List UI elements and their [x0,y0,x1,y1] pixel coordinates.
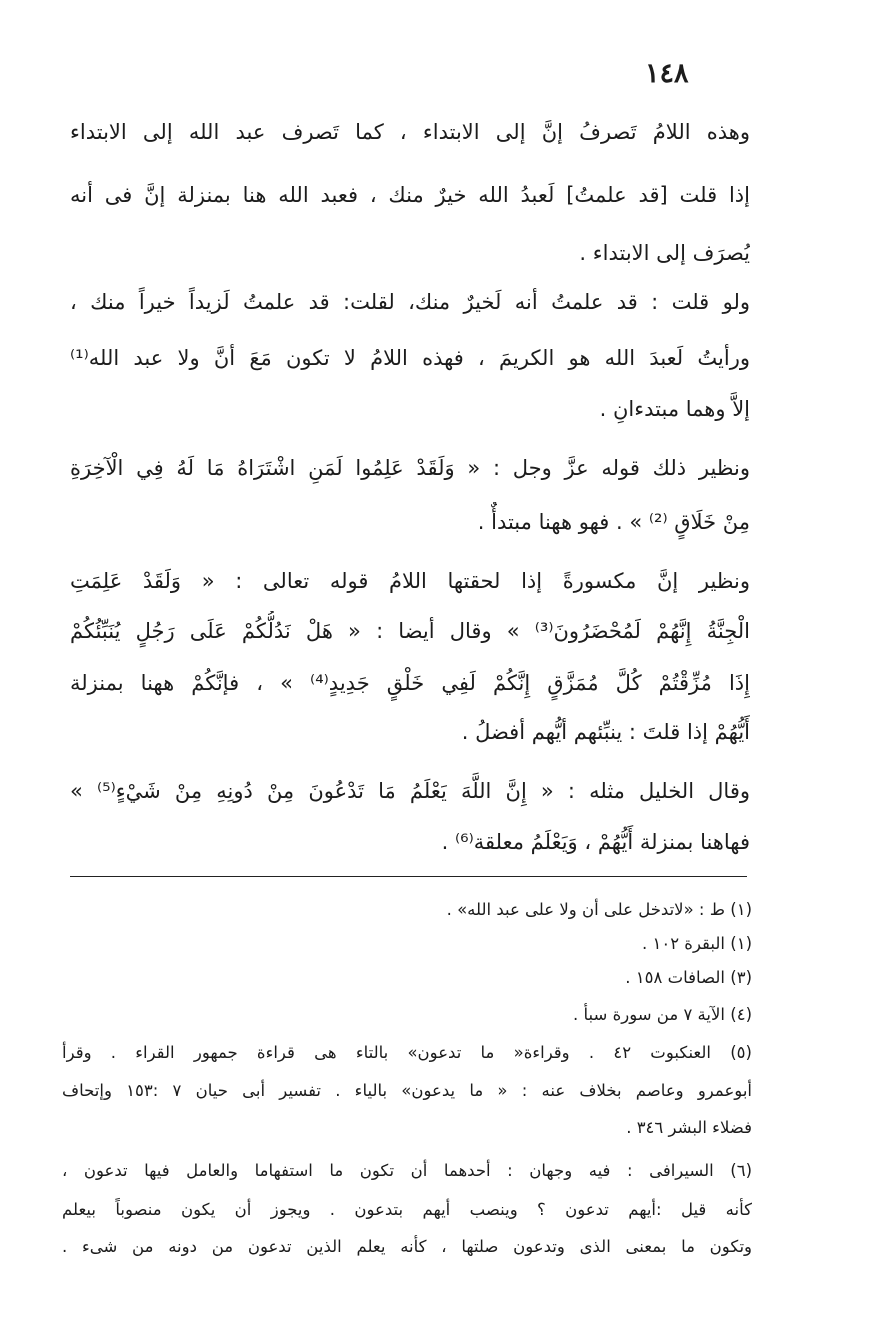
body-line: يُصرَف إلى الابتداء . [579,241,750,265]
footnote-line: (١) البقرة ١٠٢ . [641,934,752,953]
footnote-line: (٥) العنكبوت ٤٢ . وقراءة« ما تدعون» بالتاء هى قراءة جمهور القراء . وقرأ [62,1043,752,1062]
page-number: ١٤٨ [645,58,689,89]
body-line: إذا قلت [قد علمتُ] لَعبدُ الله خيرٌ منك ، فعبد الله هنا بمنزلة إنَّ فى أنه [70,183,750,207]
footnote-line: أبوعمرو وعاصم بخلاف عنه : « ما يدعون» بالياء . تفسير أبى حيان ٧ :١٥٣ وإتحاف [62,1081,752,1100]
body-line: وهذه اللامُ تَصرفُ إنَّ إلى الابتداء ، كما تَصرف عبد الله إلى الابتداء [70,120,750,144]
footnote-line: (٣) الصافات ١٥٨ . [625,968,752,987]
footnote-line: فضلاء البشر ٣٤٦ . [626,1118,752,1137]
footnote-line: (٦) السيرافى : فيه وجهان : أحدهما أن تكون ما استفهاما والعامل فيها تدعون ، [62,1161,752,1180]
body-line: إلاَّ وهما مبتدءانِ . [599,397,750,421]
footnote-line: (١) ط : «لاتدخل على أن ولا على عبد الله» . [446,900,752,919]
footnote-line: وتكون ما بمعنى الذى وتدعون صلتها ، كأنه يعلم الذين تدعون من دونه من شىء . [62,1237,752,1256]
body-line: ونظير ذلك قوله عزَّ وجل : « وَلَقَدْ عَلِمُوا لَمَنِ اشْتَرَاهُ مَا لَهُ فِي الْآخِرَةِ [70,456,750,480]
body-line: ونظير إنَّ مكسورةً إذا لحقتها اللامُ قوله تعالى : « وَلَقَدْ عَلِمَتِ [70,569,750,593]
body-line: وقال الخليل مثله : « إِنَّ اللَّهَ يَعْلَمُ مَا تَدْعُونَ مِنْ دُونِهِ مِنْ شَيْءٍ⁽⁵⁾ » [70,779,750,803]
footnote-line: كأنه قيل :أيهم تدعون ؟ وينصب أيهم بتدعون . ويجوز أن يكون منصوباً بيعلم [62,1200,752,1219]
body-line: أَيُّهُمْ إذا قلتَ : ينبِّئهم أيُّهم أفضلُ . [461,720,750,744]
footnote-line: (٤) الآية ٧ من سورة سبأ . [573,1005,752,1024]
body-line: إِذَا مُزِّقْتُمْ كُلَّ مُمَزَّقٍ إِنَّكُمْ لَفِي خَلْقٍ جَدِيدٍ⁽⁴⁾ » ، فإنَّكُمْ ههنا بمنزلة [70,671,750,695]
body-line: ولو قلت : قد علمتُ أنه لَخيرٌ منك، لقلت: قد علمتُ لَزيداً خيراً منك ، [70,290,750,314]
footnote-separator [70,876,747,877]
body-line: الْجِنَّةُ إِنَّهُمْ لَمُحْضَرُونَ⁽³⁾ » وقال أيضا : « هَلْ نَدُلُّكُمْ عَلَى رَجُلٍ يُنَبِّئُكُمْ [70,619,750,643]
body-line: فهاهنا بمنزلة أَيُّهُمْ ، وَيَعْلَمُ معلقة⁽⁶⁾ . [441,830,750,854]
body-line: ورأيتُ لَعبدَ الله هو الكريمَ ، فهذه اللامُ لا تكون مَعَ أنَّ ولا عبد الله⁽¹⁾ [70,346,750,370]
body-line: مِنْ خَلَاقٍ ⁽²⁾ » . فهو ههنا مبتدأٌ . [477,510,750,534]
